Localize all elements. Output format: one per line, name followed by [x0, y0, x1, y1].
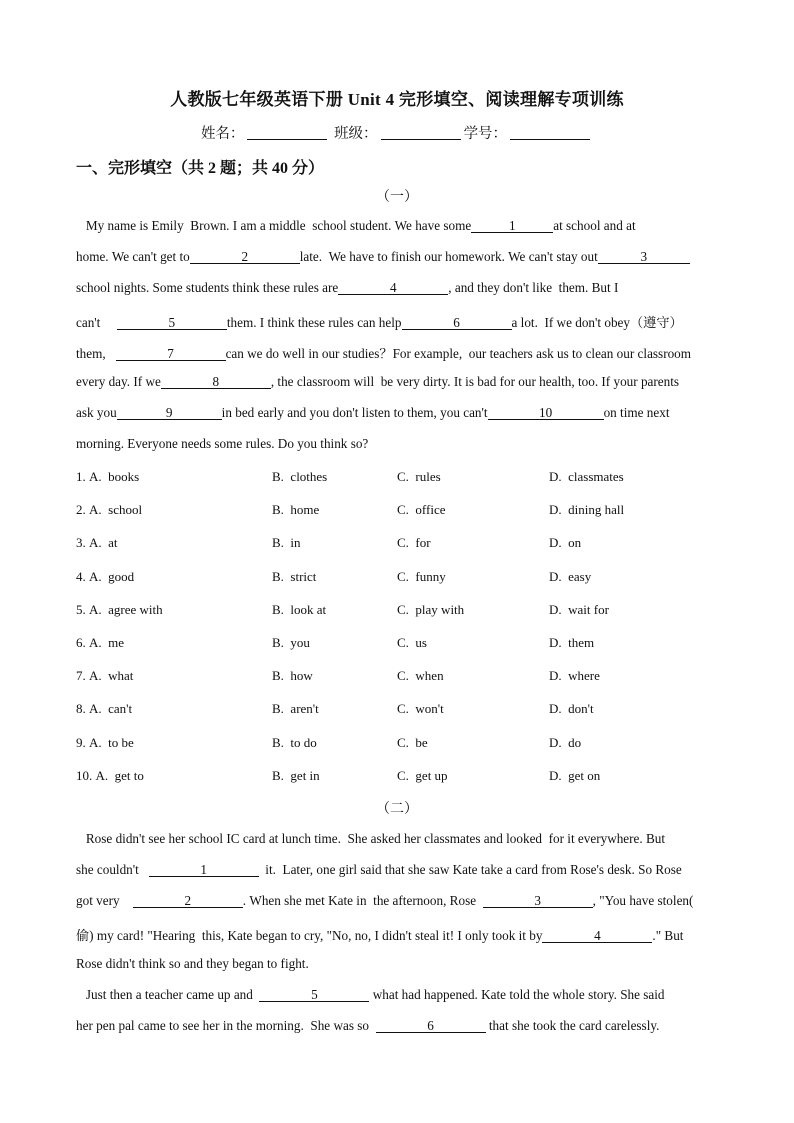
answer-option[interactable]: B. you: [272, 635, 310, 650]
passage-text: a lot. If we don't obey（遵守）: [511, 314, 683, 330]
passage-text: Rose didn't think so and they began to fight.: [76, 955, 309, 971]
answer-option[interactable]: 7. A. what: [76, 668, 134, 684]
passage-line: [76, 862, 682, 878]
section-heading: 一、完形填空（共 2 题；共 40 分）: [76, 160, 325, 177]
id-field[interactable]: [510, 125, 590, 140]
answer-blank[interactable]: 4: [542, 929, 652, 943]
answer-option[interactable]: C. for: [397, 535, 431, 551]
passage-text: school nights. Some students think these rules are: [76, 280, 339, 296]
passage-text: them,: [76, 345, 116, 361]
passage-text: . When she met Kate in the afternoon, Rose: [242, 893, 483, 909]
answer-option[interactable]: B. aren't: [272, 701, 319, 717]
page-title: 人教版七年级英语下册 Unit 4 完形填空、阅读理解专项训练: [170, 90, 624, 109]
passage-text: ." But: [652, 927, 684, 943]
answer-option[interactable]: D. them: [549, 635, 595, 650]
answer-option[interactable]: C. rules: [397, 469, 441, 484]
passage-line: [76, 987, 665, 1003]
passage-text: Just then a teacher came up and: [76, 987, 260, 1002]
passage-text: can't: [76, 314, 117, 330]
name-label: 姓名：: [200, 126, 245, 142]
passage-text: home. We can't get to: [76, 249, 190, 265]
answer-option[interactable]: 1. A. books: [76, 469, 140, 484]
answer-option[interactable]: 6. A. me: [76, 635, 125, 650]
answer-option[interactable]: B. get in: [272, 767, 320, 783]
answer-option[interactable]: B. to do: [272, 734, 317, 750]
passage-text: My name is Emily Brown. I am a middle school student. We have some: [76, 218, 472, 233]
passage-text: at school and at: [553, 218, 636, 233]
answer-option[interactable]: B. in: [272, 535, 301, 551]
passage-line: [76, 249, 690, 265]
class-field[interactable]: [381, 125, 461, 140]
answer-option[interactable]: 3. A. at: [76, 535, 118, 551]
answer-option[interactable]: B. strict: [272, 568, 317, 584]
answer-blank[interactable]: 2: [133, 894, 243, 908]
passage-line: [76, 893, 693, 909]
answer-option[interactable]: D. classmates: [549, 469, 624, 484]
answer-option[interactable]: C. be: [397, 734, 428, 750]
answer-option[interactable]: C. us: [397, 635, 427, 650]
passage-line: [76, 1018, 659, 1034]
answer-option[interactable]: D. get on: [549, 767, 601, 783]
answer-option[interactable]: B. home: [272, 502, 320, 518]
passage-text: what had happened. Kate told the whole story. She said: [369, 987, 665, 1002]
passage-line: [76, 343, 691, 362]
passage-text: she couldn't: [76, 862, 149, 878]
student-info-row: [0, 122, 794, 143]
class-label: 班级：: [334, 126, 378, 142]
answer-option[interactable]: D. do: [549, 734, 582, 750]
answer-blank[interactable]: 5: [117, 316, 227, 330]
answer-option[interactable]: B. clothes: [272, 469, 328, 484]
answer-option[interactable]: C. get up: [397, 767, 448, 783]
answer-option[interactable]: B. how: [272, 668, 313, 684]
answer-blank[interactable]: 4: [338, 281, 448, 295]
answer-option[interactable]: 2. A. school: [76, 502, 143, 518]
passage-text: that she took the card carelessly.: [485, 1018, 660, 1034]
answer-option[interactable]: B. look at: [272, 601, 327, 617]
passage-text: every day. If we: [76, 374, 161, 389]
id-label: 学号：: [463, 126, 508, 142]
passage-line: [76, 374, 679, 390]
answer-option[interactable]: C. office: [397, 502, 446, 518]
answer-option[interactable]: 4. A. good: [76, 568, 135, 584]
answer-blank[interactable]: 6: [376, 1019, 486, 1033]
passage-line: [76, 405, 670, 421]
answer-option[interactable]: D. on: [549, 535, 582, 551]
passage-text: got very: [76, 893, 133, 909]
answer-option[interactable]: 5. A. agree with: [76, 601, 163, 617]
answer-option[interactable]: D. don't: [549, 701, 594, 717]
answer-option[interactable]: D. easy: [549, 568, 592, 584]
answer-option[interactable]: 10. A. get to: [76, 767, 144, 783]
answer-blank[interactable]: 1: [471, 219, 553, 233]
passage-1-subtitle: （一）: [376, 190, 418, 205]
answer-option[interactable]: C. when: [397, 668, 444, 684]
passage-text: , and they don't like them. But I: [448, 280, 619, 296]
answer-option[interactable]: D. where: [549, 668, 600, 684]
answer-blank[interactable]: 7: [116, 347, 226, 361]
passage-line: [76, 280, 618, 296]
answer-option[interactable]: 8. A. can't: [76, 701, 133, 717]
answer-option[interactable]: C. funny: [397, 568, 446, 584]
passage-line: [76, 218, 636, 234]
answer-option[interactable]: C. play with: [397, 601, 465, 617]
passage-text: late. We have to finish our homework. We can't stay out: [299, 249, 598, 265]
passage-text: Rose didn't see her school IC card at lunch time. She asked her classmates and looked for it everywhere. But: [76, 831, 666, 846]
passage-text: , the classroom will be very dirty. It is bad for our health, too. If your parents: [270, 374, 680, 389]
passage-line: [76, 925, 683, 944]
passage-text: ask you: [76, 405, 117, 421]
answer-blank[interactable]: 5: [259, 988, 369, 1002]
passage-text: in bed early and you don't listen to them, you can't: [221, 405, 488, 421]
passage-text: 偷) my card! "Hearing this, Kate began to cry, "No, no, I didn't steal it! I only took it by: [76, 927, 543, 943]
passage-text: it. Later, one girl said that she saw Kate take a card from Rose's desk. So Rose: [258, 862, 682, 878]
answer-option[interactable]: D. dining hall: [549, 502, 625, 518]
answer-blank[interactable]: 10: [488, 406, 604, 420]
passage-line: [76, 436, 368, 452]
answer-option[interactable]: C. won't: [397, 701, 444, 717]
passage-text: can we do well in our studies？For example, our teachers ask us to clean our classroom: [225, 345, 692, 361]
passage-2-subtitle: （二）: [376, 802, 418, 817]
answer-blank[interactable]: 9: [117, 406, 222, 420]
passage-text: morning. Everyone needs some rules. Do you think so?: [76, 436, 369, 452]
passage-text: , "You have stolen(: [592, 893, 694, 909]
name-field[interactable]: [247, 125, 327, 140]
answer-blank[interactable]: 3: [598, 250, 690, 264]
passage-line: [76, 312, 683, 331]
passage-line: [76, 956, 309, 972]
passage-text: her pen pal came to see her in the morning. She was so: [76, 1018, 376, 1034]
answer-blank[interactable]: 1: [149, 863, 259, 877]
answer-blank[interactable]: 6: [402, 316, 512, 330]
answer-blank[interactable]: 2: [190, 250, 300, 264]
answer-blank[interactable]: 8: [161, 375, 271, 389]
answer-blank[interactable]: 3: [483, 894, 593, 908]
answer-option[interactable]: D. wait for: [549, 601, 609, 617]
passage-line: [76, 831, 665, 847]
passage-text: them. I think these rules can help: [226, 314, 402, 330]
passage-text: on time next: [603, 405, 670, 421]
answer-option[interactable]: 9. A. to be: [76, 734, 134, 750]
